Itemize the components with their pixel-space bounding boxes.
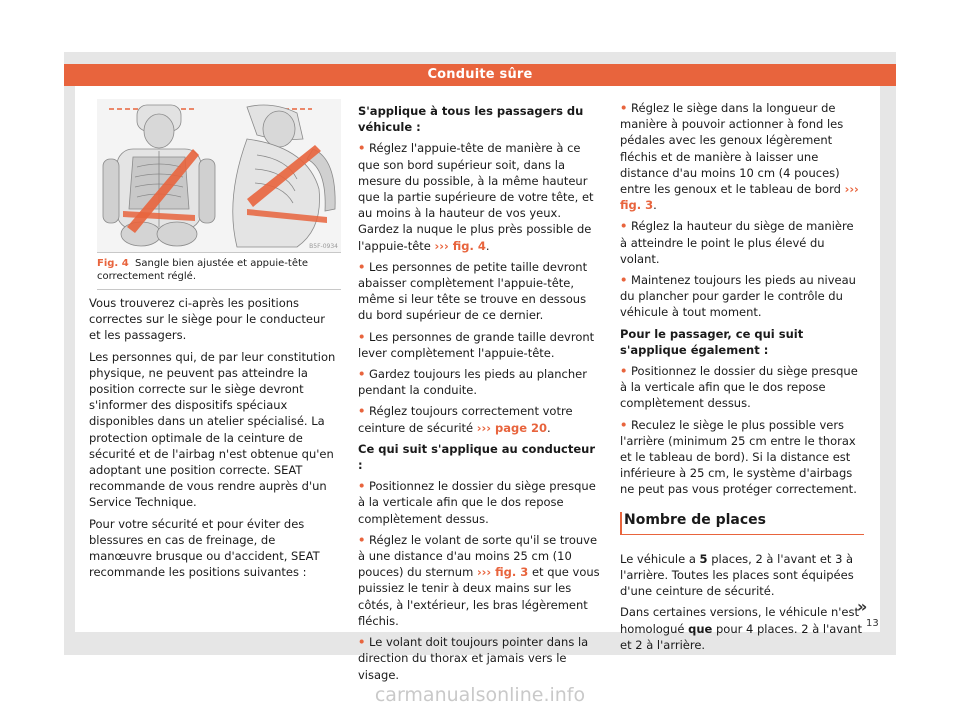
- bullet-icon: •: [620, 417, 628, 432]
- list-item-text: Gardez toujours les pieds au plancher pendant la conduite.: [358, 367, 587, 398]
- column-middle: [358, 100, 603, 688]
- text: pour 4 places. 2 à l'avant et 2 à l'arrière.: [620, 621, 862, 652]
- figure-caption: [97, 257, 341, 290]
- list-item: [358, 366, 603, 398]
- bullet-icon: •: [358, 259, 366, 274]
- column-left: [89, 295, 339, 585]
- seat-count: 5: [699, 551, 708, 566]
- list-item: • Réglez toujours correctement votre ceinture de sécurité ››› page 20.: [358, 404, 573, 435]
- list-item-text: Les personnes de petite taille devront abaisser complètement l'appuie-tête, même si leur tête se trouve en dessous du bord supérieur de ce dernier.: [358, 259, 588, 323]
- list-item: [358, 634, 603, 683]
- list-item: [358, 478, 603, 527]
- list-item: [358, 329, 603, 361]
- list-item-text: Maintenez toujours les pieds au niveau du plancher pour garder le contrôle du véhicule à tout moment.: [620, 273, 856, 320]
- xref-link[interactable]: ››› page 20: [476, 420, 548, 435]
- list-item-text: et que vous puissiez le tenir à deux mains sur les côtés, à l'extérieur, les bras légèrement fléchis.: [358, 565, 600, 628]
- list-item: [620, 272, 864, 321]
- list-item: • Réglez l'appuie-tête de manière à ce que son bord supérieur soit, dans la mesure du possible, à la même hauteur que la partie supérieure de votre tête, et au moins à la hauteur de vos yeux. Gardez la nuque le plus près possible de l'appuie-tête ››› fig. 4.: [358, 141, 594, 253]
- list-item: [620, 218, 864, 267]
- bullet-icon: •: [358, 329, 366, 344]
- subheading: Ce qui suit s'applique au conducteur :: [358, 441, 596, 473]
- paragraph: Les personnes qui, de par leur constitution physique, ne peuvent pas atteindre la position correcte sur le siège devront s'informer des dispositifs spéciaux disponibles dans un atelier spécialisé. La protection optimale de la ceinture de sécurité et de l'airbag n'est obtenue qu'en adoptant une position correcte. SEAT recommande de vous rendre auprès d'un Service Technique.: [89, 349, 336, 510]
- list-item-text: Positionnez le dossier du siège presque à la verticale afin que le dos repose complètement dessus.: [620, 364, 858, 411]
- list-item-text: Réglez le siège dans la longueur de manière à pouvoir actionner à fond les pédales avec les genoux légèrement fléchis et de manière à laisser une distance d'au moins 10 cm (4 pouces) entre les genoux et le tableau de bord: [620, 101, 844, 197]
- list-item-text: Réglez l'appuie-tête de manière à ce que son bord supérieur soit, dans la mesure du possible, à la même hauteur que la partie supérieure de votre tête, et au moins à la hauteur de vos yeux. Gardez la nuque le plus près possible de l'appuie-tête: [358, 141, 594, 253]
- list-item: • Réglez le siège dans la longueur de manière à pouvoir actionner à fond les pédales avec les genoux légèrement fléchis et de manière à laisser une distance d'au moins 10 cm (4 pouces) entre les genoux et le tableau de bord ››› fig. 3.: [620, 101, 859, 213]
- list-item: [358, 259, 603, 324]
- paragraph: [620, 604, 864, 653]
- subheading: S'applique à tous les passagers du véhicule :: [358, 104, 584, 135]
- bullet-icon: •: [620, 273, 628, 288]
- figure-caption-text: Sangle bien ajustée et appuie-tête correctement réglé.: [97, 258, 309, 282]
- list-item: [620, 363, 864, 412]
- bullet-icon: •: [358, 141, 366, 156]
- paragraph: [620, 551, 864, 600]
- xref-link[interactable]: ››› fig. 4: [434, 238, 486, 253]
- subheading: Pour le passager, ce qui suit s'applique également :: [620, 326, 804, 357]
- figure-number: Fig. 4: [97, 258, 129, 269]
- list-item-text: Réglez toujours correctement votre ceinture de sécurité: [358, 404, 573, 435]
- bullet-icon: •: [620, 364, 628, 379]
- xref-link[interactable]: ››› fig. 3: [620, 182, 859, 213]
- bullet-icon: •: [358, 404, 366, 419]
- xref-link[interactable]: ››› fig. 3: [476, 565, 529, 580]
- text: Dans certaines versions, le véhicule n'est homologué: [620, 605, 860, 636]
- bullet-icon: •: [620, 219, 628, 234]
- watermark: carmanualsonline.info: [374, 684, 586, 706]
- list-item: [358, 532, 603, 629]
- list-item-text: Le volant doit toujours pointer dans la direction du thorax et jamais vers le visage.: [358, 635, 589, 682]
- continue-marker: »: [857, 597, 868, 616]
- column-right: [620, 100, 864, 658]
- figure-seatbelt-illustration: [97, 99, 341, 253]
- paragraph: Vous trouverez ci-après les positions correctes sur le siège pour le conducteur et les passagers.: [89, 296, 325, 343]
- bullet-icon: •: [358, 479, 366, 494]
- list-item-text: Les personnes de grande taille devront lever complètement l'appuie-tête.: [358, 329, 595, 360]
- page-number: 13: [866, 618, 879, 629]
- section-title: Nombre de places: [620, 512, 864, 535]
- list-item-text: Réglez le volant de sorte qu'il se trouve à une distance d'au moins 25 cm (10 pouces) du sternum: [358, 532, 598, 580]
- list-item-text: Positionnez le dossier du siège presque à la verticale afin que le dos repose complètement dessus.: [358, 479, 596, 526]
- bullet-icon: •: [358, 532, 366, 547]
- text: places, 2 à l'avant et 3 à l'arrière. Toutes les places sont équipées d'une ceinture de sécurité.: [620, 551, 854, 599]
- bullet-icon: •: [620, 101, 628, 115]
- figure-code: B5F-0934: [309, 243, 338, 250]
- page-header: Conduite sûre: [64, 64, 896, 86]
- list-item: [620, 417, 864, 498]
- bullet-icon: •: [358, 367, 366, 382]
- front-view-skeleton: [103, 105, 215, 246]
- list-item-text: Réglez la hauteur du siège de manière à atteindre le point le plus élevé du volant.: [620, 219, 854, 266]
- emphasis: que: [688, 621, 713, 636]
- paragraph: Pour votre sécurité et pour éviter des blessures en cas de freinage, de manœuvre brusque ou d'accident, SEAT recommande les positions suivantes :: [89, 516, 320, 580]
- bullet-icon: •: [358, 635, 366, 650]
- text: Le véhicule a: [620, 551, 696, 566]
- list-item-text: Reculez le siège le plus possible vers l'arrière (minimum 25 cm entre le thorax et le tableau de bord). Si la distance est inférieure à 25 cm, le système d'airbags ne peut pas vous protéger correctement.: [620, 417, 857, 497]
